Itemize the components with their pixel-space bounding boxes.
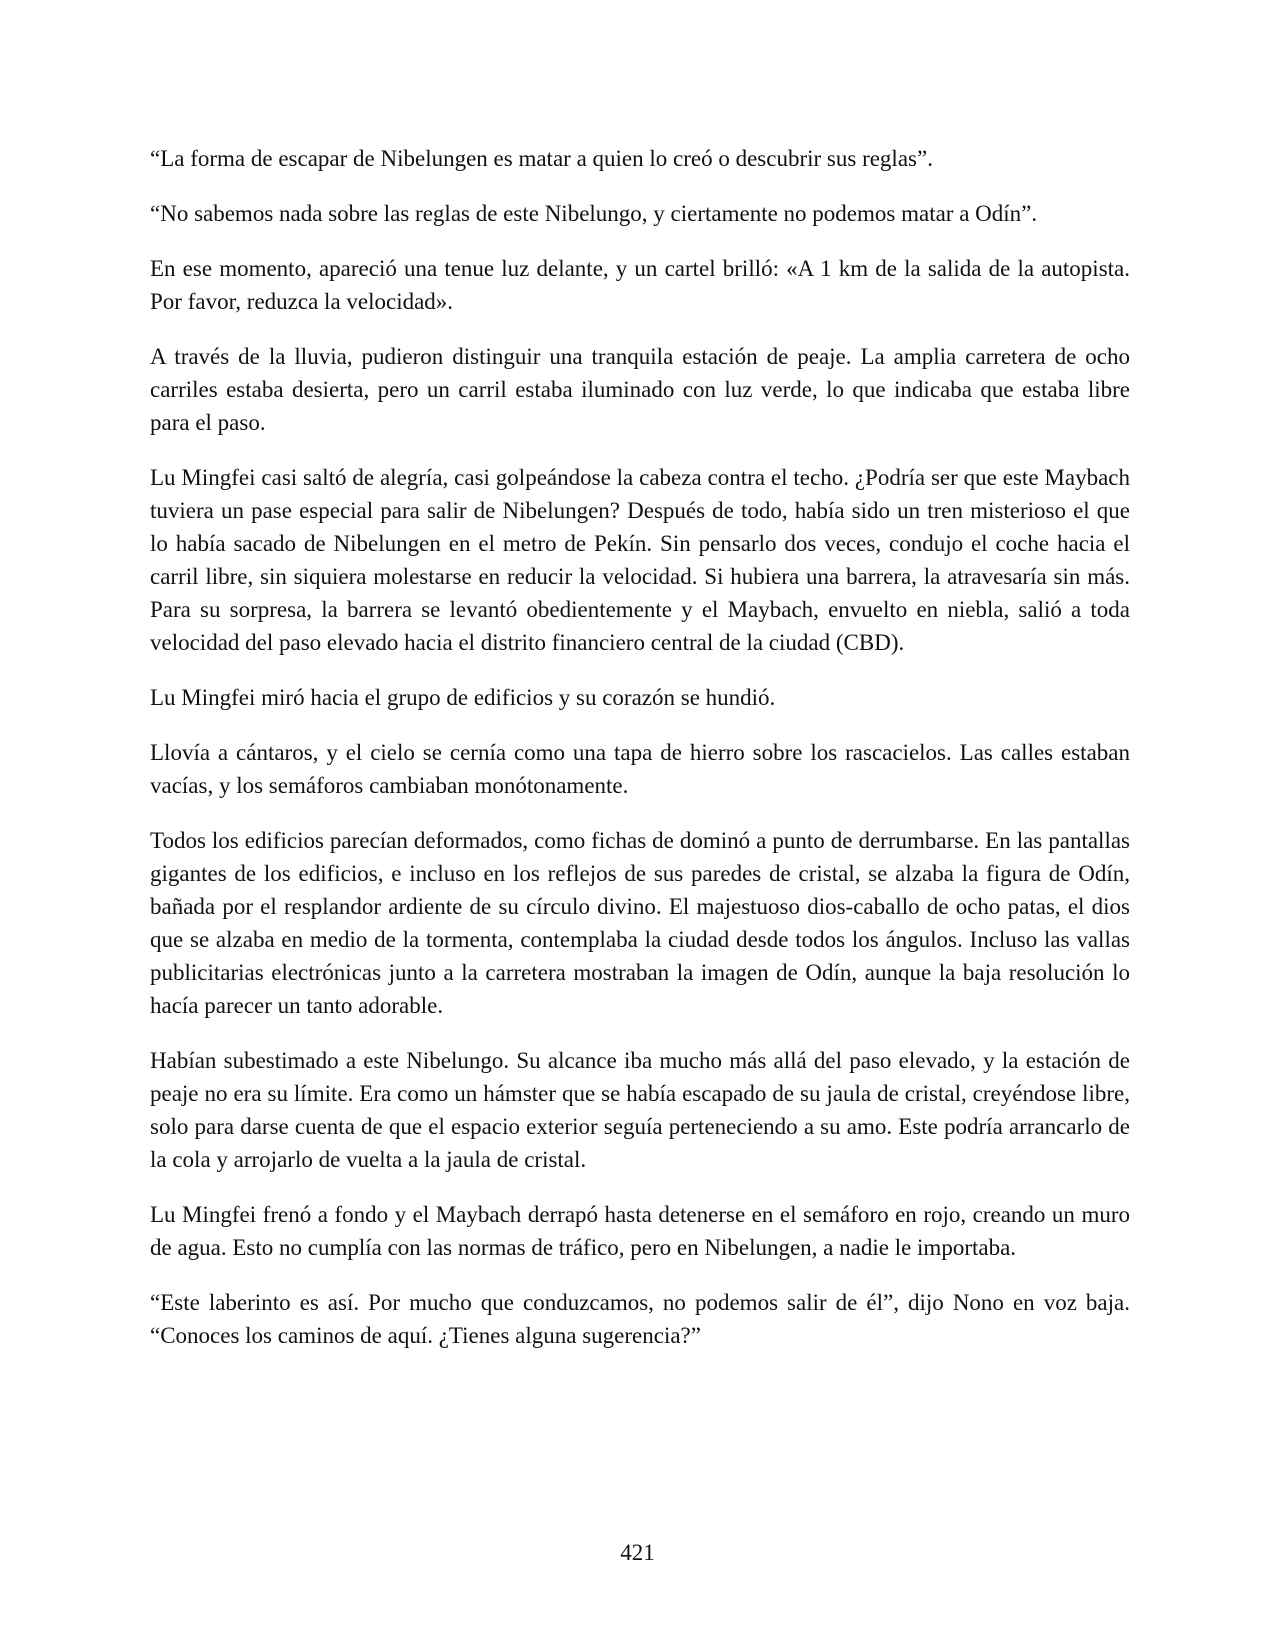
paragraph-6: Lu Mingfei miró hacia el grupo de edificios y su corazón se hundió. (150, 685, 776, 710)
paragraph-5: Lu Mingfei casi saltó de alegría, casi golpeándose la cabeza contra el techo. ¿Podría ser que este Maybach tuviera un pase especial para salir de Nibelungen? Después de todo, había sido un tren misterioso el que lo había sacado de Nibelungen en el metro de Pekín. Sin pensarlo dos veces, condujo el coche hacia el carril libre, sin siquiera molestarse en reducir la velocidad. Si hubiera una barrera, la atravesaría sin más. Para su sorpresa, la barrera se levantó obedientemente y el Maybach, envuelto en niebla, salió a toda velocidad del paso elevado hacia el distrito financiero central de la ciudad (CBD). (150, 465, 1130, 655)
paragraph-4: A través de la lluvia, pudieron distinguir una tranquila estación de peaje. La amplia carretera de ocho carriles estaba desierta, pero un carril estaba iluminado con luz verde, lo que indicaba que estaba libre para el paso. (150, 344, 1130, 435)
paragraph-8: Todos los edificios parecían deformados, como fichas de dominó a punto de derrumbarse. En las pantallas gigantes de los edificios, e incluso en los reflejos de sus paredes de cristal, se alzaba la figura de Odín, bañada por el resplandor ardiente de su círculo divino. El majestuoso dios-caballo de ocho patas, el dios que se alzaba en medio de la tormenta, contemplaba la ciudad desde todos los ángulos. Incluso las vallas publicitarias electrónicas junto a la carretera mostraban la imagen de Odín, aunque la baja resolución lo hacía parecer un tanto adorable. (150, 828, 1130, 1018)
body-text (150, 142, 1130, 1374)
paragraph-7: Llovía a cántaros, y el cielo se cernía como una tapa de hierro sobre los rascacielos. Las calles estaban vacías, y los semáforos cambiaban monótonamente. (150, 740, 1130, 798)
paragraph-2: “No sabemos nada sobre las reglas de este Nibelungo, y ciertamente no podemos matar a Odín”. (150, 201, 1038, 226)
paragraph-9: Habían subestimado a este Nibelungo. Su alcance iba mucho más allá del paso elevado, y la estación de peaje no era su límite. Era como un hámster que se había escapado de su jaula de cristal, creyéndose libre, solo para darse cuenta de que el espacio exterior seguía perteneciendo a su amo. Este podría arrancarlo de la cola y arrojarlo de vuelta a la jaula de cristal. (150, 1048, 1130, 1172)
paragraph-1: “La forma de escapar de Nibelungen es matar a quien lo creó o descubrir sus reglas”. (150, 146, 933, 171)
paragraph-10: Lu Mingfei frenó a fondo y el Maybach derrapó hasta detenerse en el semáforo en rojo, creando un muro de agua. Esto no cumplía con las normas de tráfico, pero en Nibelungen, a nadie le importaba. (150, 1202, 1130, 1260)
paragraph-3: En ese momento, apareció una tenue luz delante, y un cartel brilló: «A 1 km de la salida de la autopista. Por favor, reduzca la velocidad». (150, 256, 1130, 314)
page-number: 421 (620, 1540, 655, 1565)
paragraph-11: “Este laberinto es así. Por mucho que conduzcamos, no podemos salir de él”, dijo Nono en voz baja. “Conoces los caminos de aquí. ¿Tienes alguna sugerencia?” (150, 1290, 1130, 1348)
